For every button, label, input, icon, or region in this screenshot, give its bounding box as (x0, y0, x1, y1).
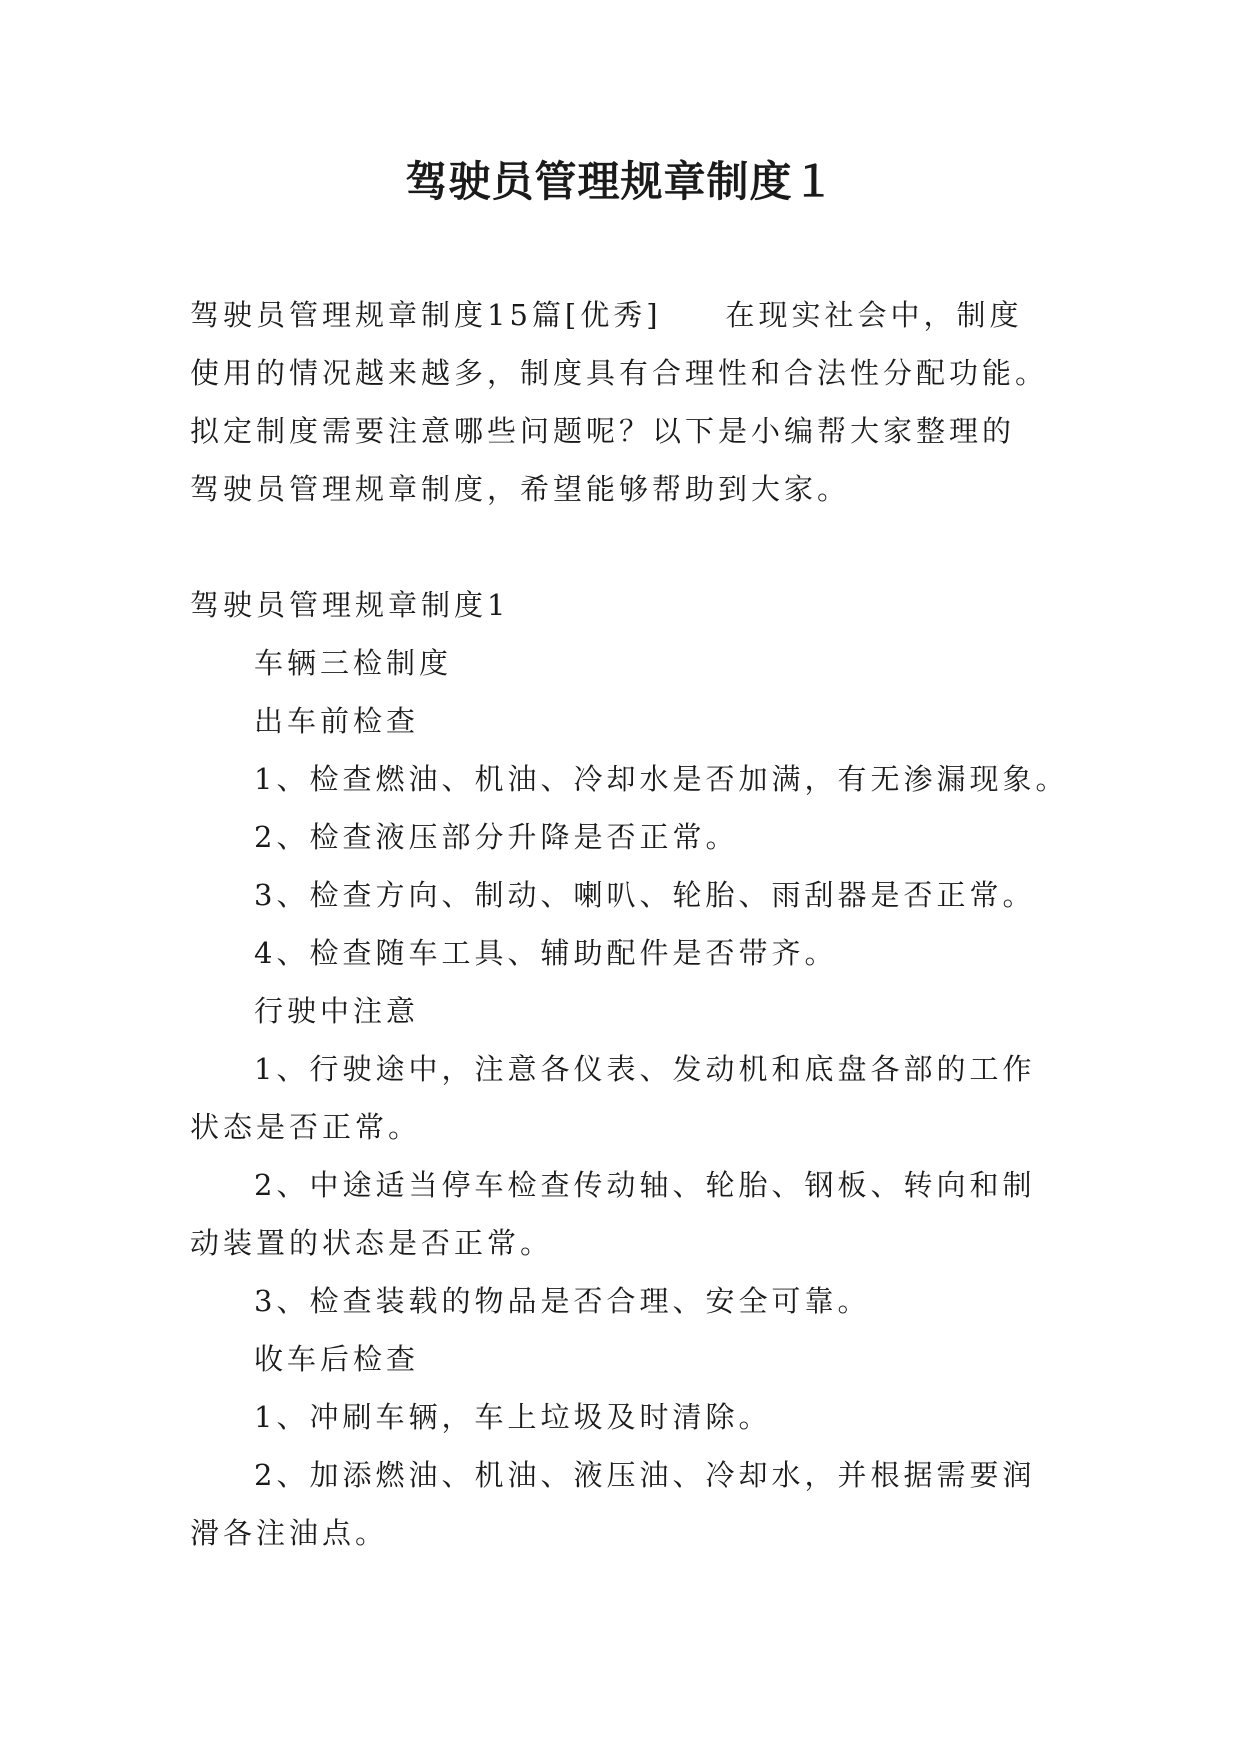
list-item-continuation: 状态是否正常。 (190, 1110, 422, 1144)
intro-line-text: 使用的情况越来越多，制度具有合理性和合法性分配功能。 (190, 356, 1049, 390)
intro-line-text: 在现实社会中，制度 (725, 298, 1023, 332)
list-item: 3、检查装载的物品是否合理、安全可靠。 (254, 1284, 871, 1318)
intro-line (190, 460, 1060, 518)
list-item: 2、加添燃油、机油、液压油、冷却水，并根据需要润 (254, 1458, 1036, 1492)
list-item: 2、中途适当停车检查传动轴、轮胎、钢板、转向和制 (254, 1168, 1036, 1202)
intro-paragraph (190, 286, 1060, 518)
list-item-continuation: 动装置的状态是否正常。 (190, 1226, 554, 1260)
list-item: 1、检查燃油、机油、冷却水是否加满，有无渗漏现象。 (254, 762, 1069, 796)
intro-line-text: 驾驶员管理规章制度15篇[优秀] (190, 298, 662, 332)
list-item: 1、行驶途中，注意各仪表、发动机和底盘各部的工作 (254, 1052, 1036, 1086)
list-item-continuation: 滑各注油点。 (190, 1516, 389, 1550)
section-body (190, 576, 1069, 1562)
list-item: 4、检查随车工具、辅助配件是否带齐。 (254, 936, 838, 970)
intro-line-text: 拟定制度需要注意哪些问题呢？以下是小编帮大家整理的 (190, 414, 1016, 448)
intro-line-text: 驾驶员管理规章制度，希望能够帮助到大家。 (190, 472, 851, 506)
list-item: 3、检查方向、制动、喇叭、轮胎、雨刮器是否正常。 (254, 878, 1036, 912)
subheading: 行驶中注意 (254, 994, 420, 1028)
subheading: 收车后检查 (254, 1342, 420, 1376)
list-item: 1、冲刷车辆，车上垃圾及时清除。 (254, 1400, 772, 1434)
subheading: 出车前检查 (254, 704, 420, 738)
intro-line (190, 402, 1060, 460)
section-heading: 驾驶员管理规章制度1 (190, 588, 510, 622)
subheading: 车辆三检制度 (254, 646, 453, 680)
list-item: 2、检查液压部分升降是否正常。 (254, 820, 739, 854)
intro-line (190, 286, 1060, 344)
intro-line (190, 344, 1060, 402)
page-title: 驾驶员管理规章制度１ (405, 157, 836, 206)
